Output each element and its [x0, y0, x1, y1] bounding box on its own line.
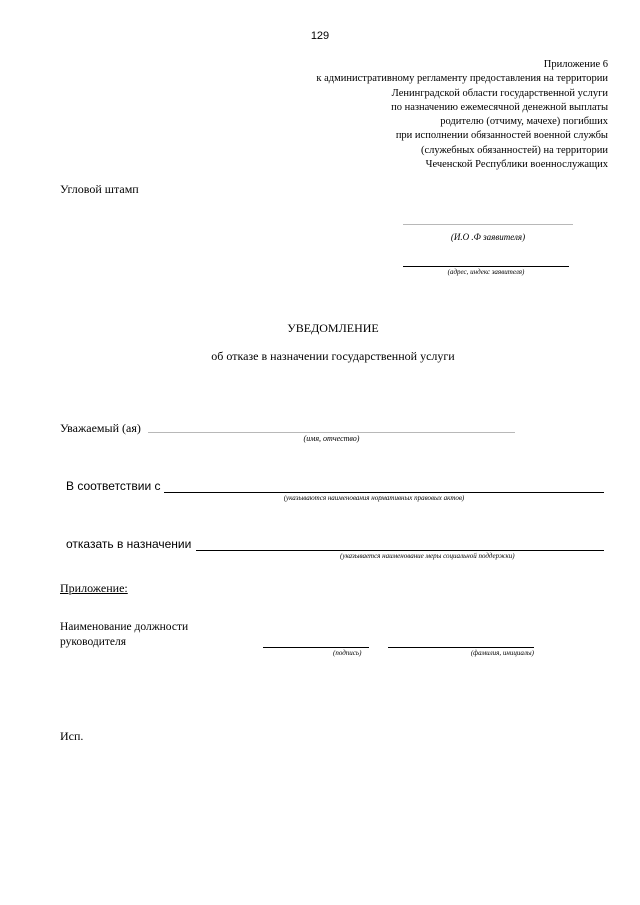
- appendix-heading: [316, 58, 608, 172]
- appendix-line: при исполнении обязанностей военной службы: [395, 130, 608, 142]
- refusal-label: отказать в назначении: [66, 537, 192, 551]
- refusal-caption: (указывается наименование меры социальной поддержки): [340, 552, 515, 560]
- appendix-line: Ленинградской области государственной услуги: [391, 87, 608, 99]
- basis-label: В соответствии с: [66, 479, 161, 493]
- appendix-line: к административному регламенту предоставления на территории: [316, 73, 608, 85]
- page-number: 129: [310, 30, 330, 42]
- appendix-line: родителю (отчиму, мачехе) погибших: [440, 116, 608, 128]
- applicant-name-line: [403, 224, 573, 225]
- applicant-address-caption: (адрес, индекс заявителя): [447, 268, 525, 276]
- appendix-line: по назначению ежемесячной денежной выплаты: [391, 101, 608, 113]
- appendix-line: Приложение 6: [543, 59, 608, 70]
- applicant-address-line: [403, 266, 569, 267]
- head-name-caption: (фамилия, инициалы): [470, 649, 534, 657]
- document-title: УВЕДОМЛЕНИЕ: [287, 321, 379, 335]
- greeting-line: [148, 432, 515, 433]
- appendix-line: (служебных обязанностей) на территории: [420, 144, 608, 156]
- signature-caption: (подпись): [333, 649, 362, 657]
- executor-label: Исп.: [60, 729, 84, 743]
- applicant-name-caption: (И.О .Ф заявителя): [450, 232, 526, 242]
- greeting-label: Уважаемый (ая): [60, 421, 141, 435]
- refusal-line: [196, 550, 604, 551]
- head-position-label: Наименование должности руководителя: [60, 621, 189, 648]
- document-subtitle: об отказе в назначении государственной услуги: [211, 349, 455, 363]
- corner-stamp-label: Угловой штамп: [60, 182, 139, 196]
- head-name-line: [388, 647, 534, 648]
- greeting-caption: (имя, отчество): [303, 434, 360, 443]
- signature-line: [263, 647, 369, 648]
- attachment-label: Приложение:: [60, 581, 128, 595]
- appendix-line: Чеченской Республики военнослужащих: [425, 159, 608, 171]
- basis-caption: (указываются наименования нормативных правовых актов): [283, 494, 465, 502]
- basis-line: [164, 492, 604, 493]
